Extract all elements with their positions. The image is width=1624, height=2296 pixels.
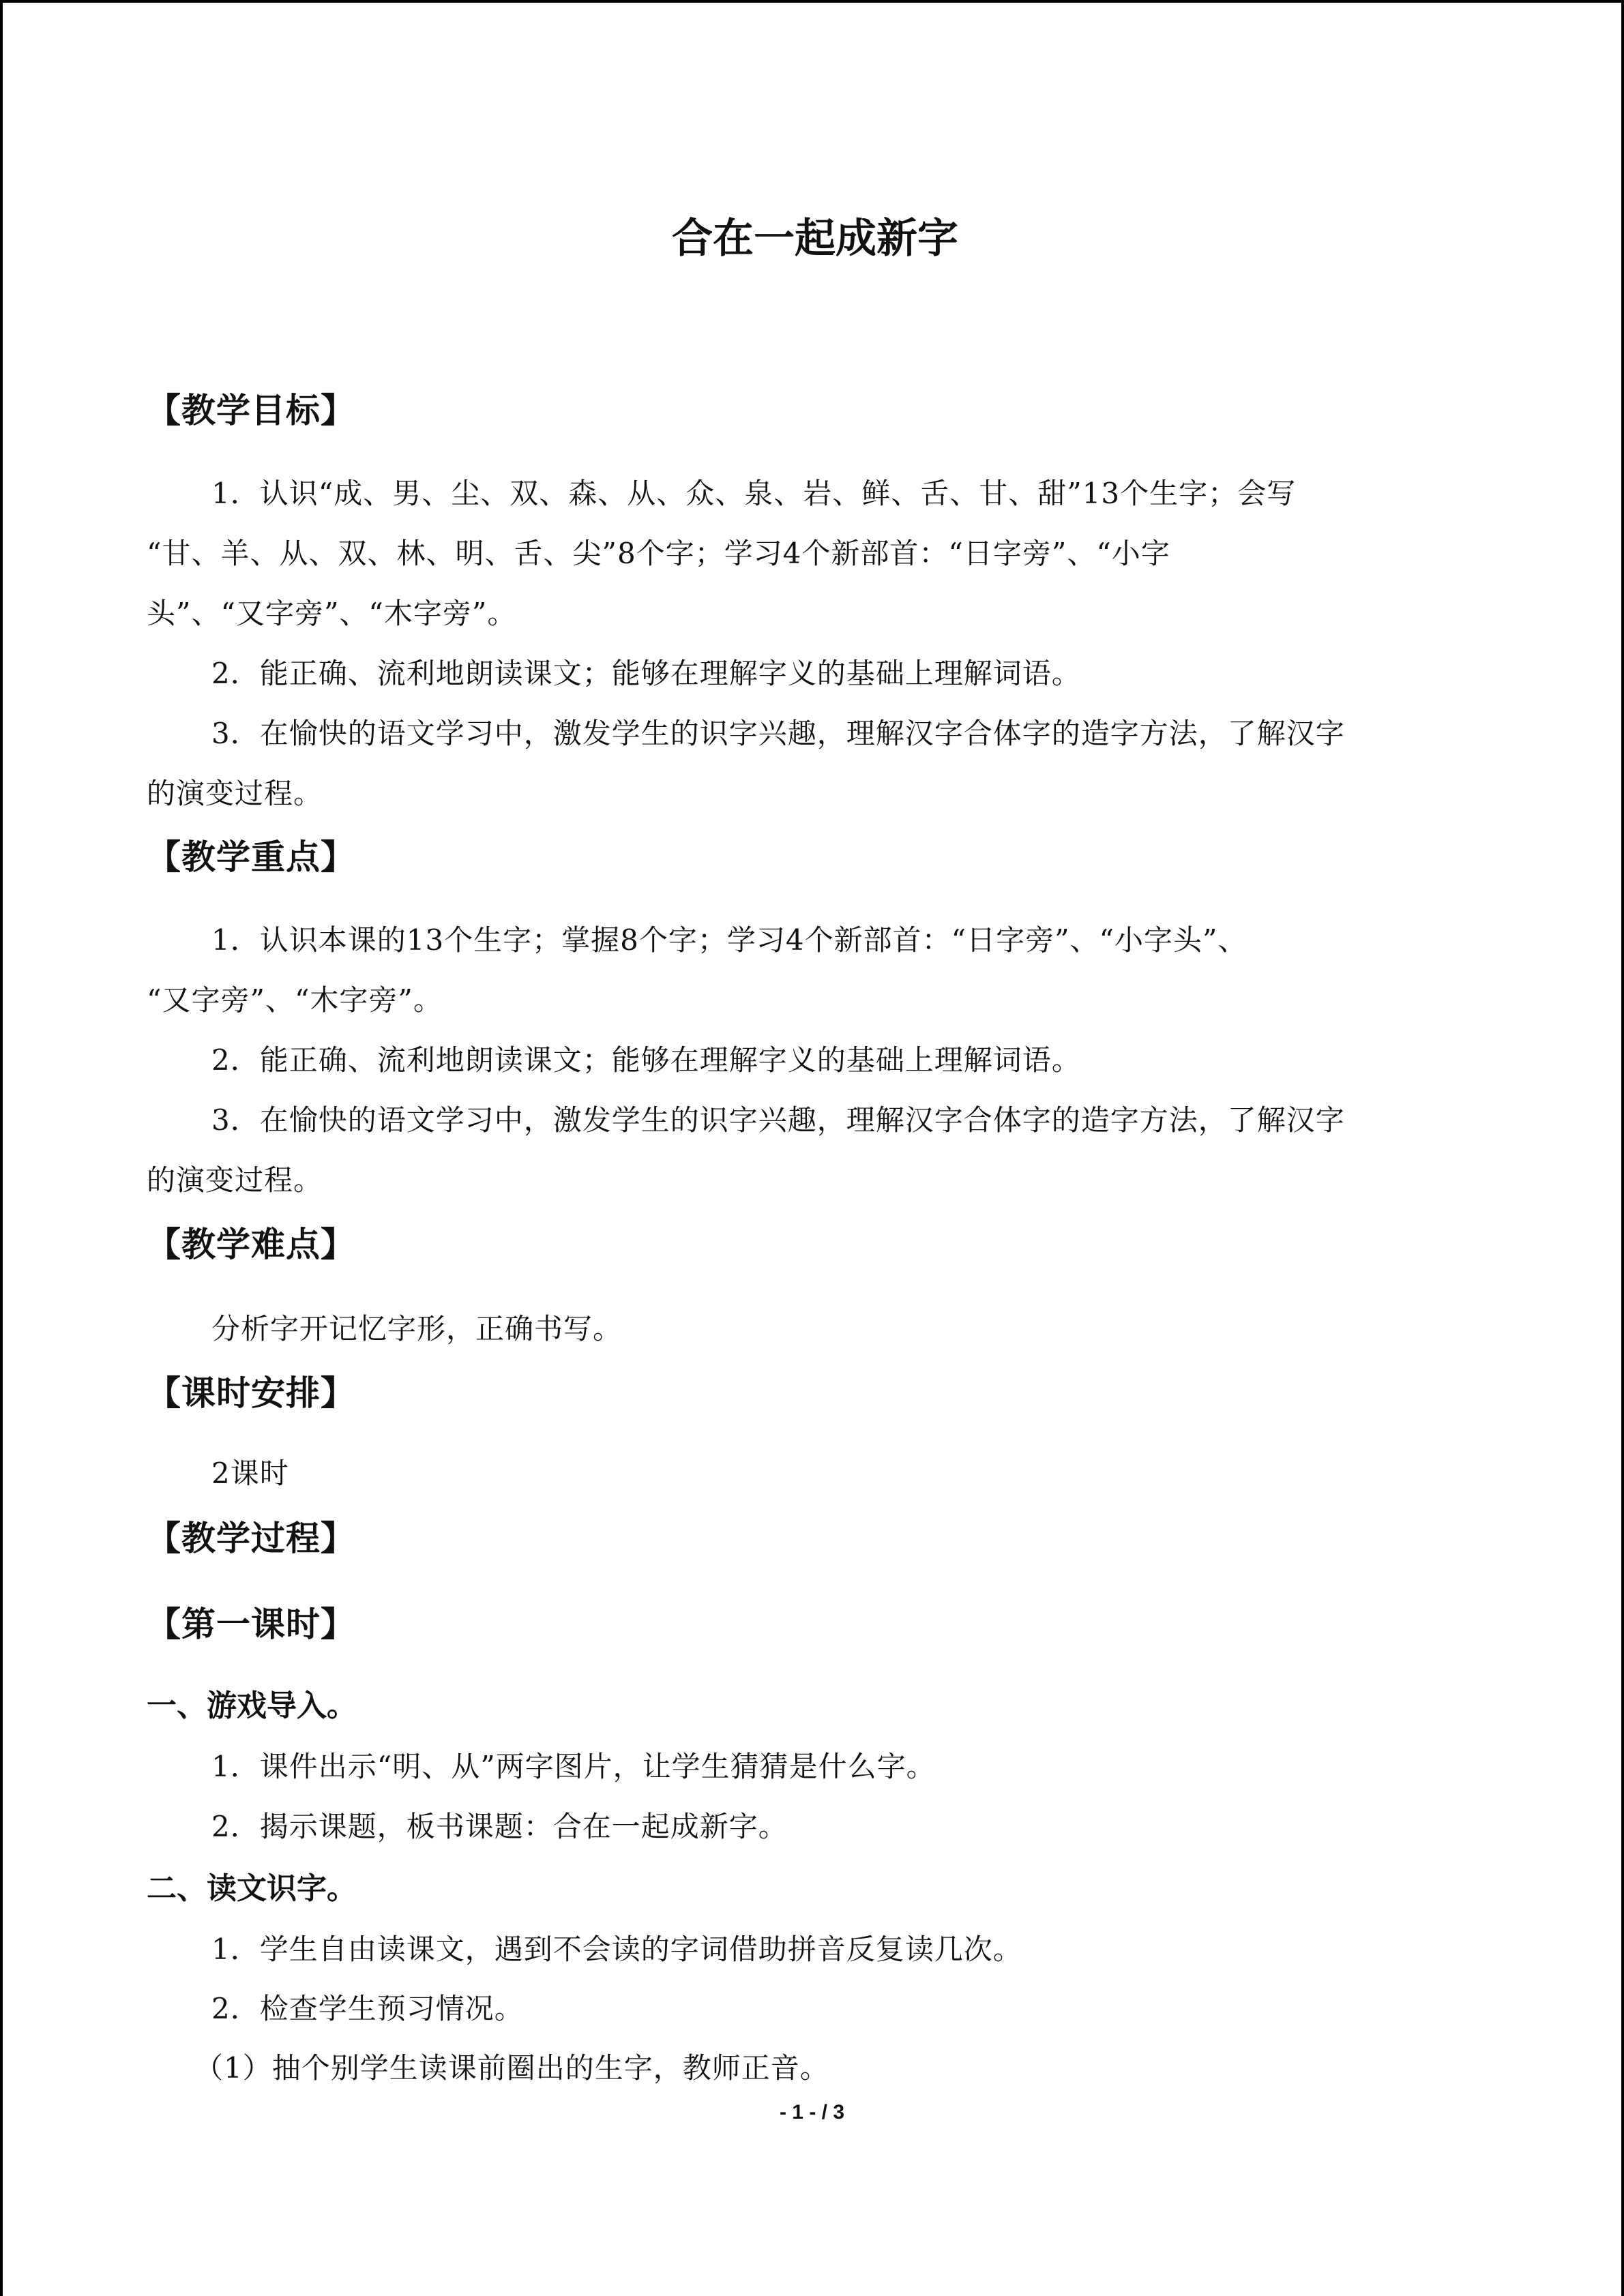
document-title: 合在一起成新字 (672, 215, 958, 263)
heading-first-lesson: 【第一课时】 (147, 1605, 355, 1644)
objectives-item-3-line-1: 3．在愉快的语文学习中，激发学生的识字兴趣，理解汉字合体字的造字方法，了解汉字 (211, 717, 1345, 750)
heading-key-points: 【教学重点】 (147, 837, 355, 877)
part-1-title: 一、游戏导入。 (147, 1688, 357, 1723)
objectives-item-1-line-3: 头”、“又字旁”、“木字旁”。 (147, 597, 517, 630)
page-number: - 1 - / 3 (779, 2101, 845, 2123)
part-1-item-1: 1．课件出示“明、从”两字图片，让学生猜猜是什么字。 (211, 1750, 936, 1783)
key-points-item-1-line-2: “又字旁”、“木字旁”。 (147, 983, 443, 1017)
part-2-title: 二、读文识字。 (147, 1871, 357, 1906)
heading-schedule: 【课时安排】 (147, 1373, 355, 1413)
part-1-item-2: 2．揭示课题，板书课题：合在一起成新字。 (211, 1810, 788, 1843)
heading-difficulties: 【教学难点】 (147, 1225, 355, 1264)
part-2-item-2: 2．检查学生预习情况。 (211, 1992, 524, 2025)
key-points-item-3-line-1: 3．在愉快的语文学习中，激发学生的识字兴趣，理解汉字合体字的造字方法，了解汉字 (211, 1103, 1345, 1137)
difficulties-text: 分析字开记忆字形，正确书写。 (211, 1312, 623, 1345)
objectives-item-3-line-2: 的演变过程。 (147, 777, 323, 810)
key-points-item-3-line-2: 的演变过程。 (147, 1163, 323, 1197)
heading-process: 【教学过程】 (147, 1519, 355, 1558)
key-points-item-1-line-1: 1．认识本课的13个生字；掌握8个字；学习4个新部首：“日字旁”、“小字头”、 (211, 923, 1247, 957)
part-2-sub-item-1: （1）抽个别学生读课前圈出的生字，教师正音。 (194, 2051, 829, 2085)
heading-objectives: 【教学目标】 (147, 391, 355, 430)
part-2-item-1: 1．学生自由读课文，遇到不会读的字词借助拼音反复读几次。 (211, 1933, 1022, 1966)
objectives-item-1-line-1: 1．认识“成、男、尘、双、森、从、众、泉、岩、鲜、舌、甘、甜”13个生字；会写 (211, 477, 1297, 510)
objectives-item-2: 2．能正确、流利地朗读课文；能够在理解字义的基础上理解词语。 (211, 657, 1081, 690)
schedule-text: 2课时 (211, 1457, 289, 1490)
key-points-item-2: 2．能正确、流利地朗读课文；能够在理解字义的基础上理解词语。 (211, 1043, 1081, 1077)
objectives-item-1-line-2: “甘、羊、从、双、林、明、舌、尖”8个字；学习4个新部首：“日字旁”、“小字 (147, 537, 1170, 570)
